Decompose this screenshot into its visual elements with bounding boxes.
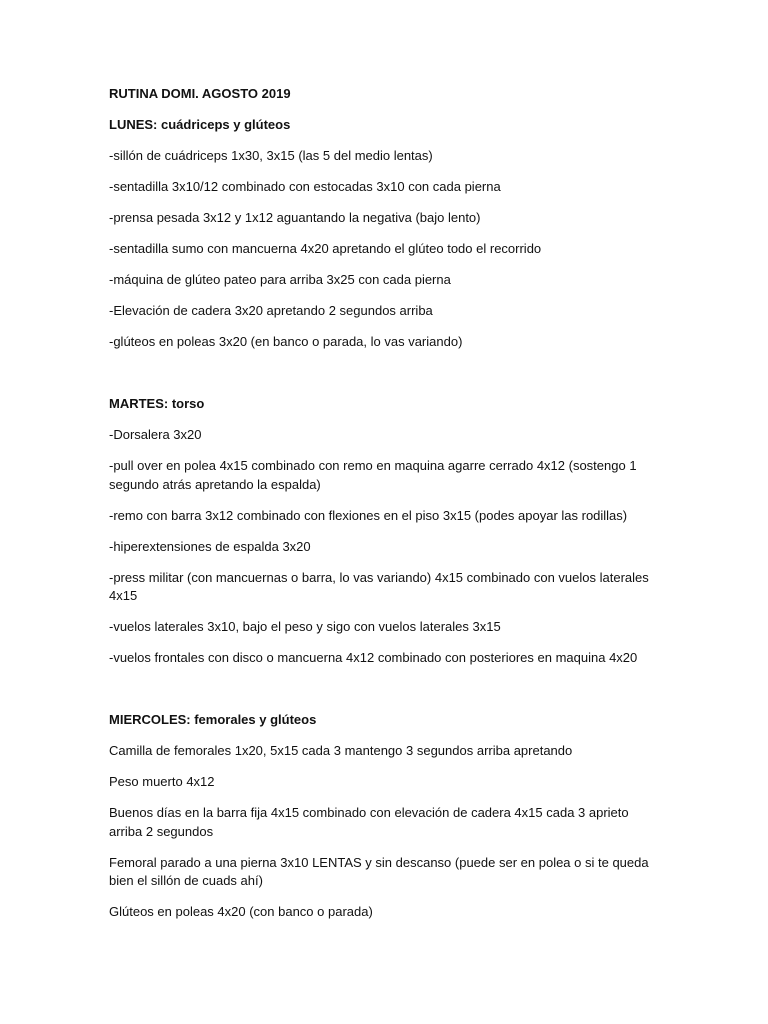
document-title: RUTINA DOMI. AGOSTO 2019 [109,86,291,101]
exercise-item: -pull over en polea 4x15 combinado con remo en maquina agarre cerrado 4x12 (sostengo 1 segundo atrás apretando la espalda) [109,458,637,492]
exercise-item: Femoral parado a una pierna 3x10 LENTAS y sin descanso (puede ser en polea o si te queda bien el sillón de cuads ahí) [109,854,649,888]
exercise-item: Buenos días en la barra fija 4x15 combinado con elevación de cadera 4x15 cada 3 aprieto arriba 2 segundos [109,805,629,839]
document-body [109,85,654,934]
exercise-item: -vuelos frontales con disco o mancuerna 4x12 combinado con posteriores en maquina 4x20 [109,650,638,665]
exercise-item: -press militar (con mancuernas o barra, lo vas variando) 4x15 combinado con vuelos laterales 4x15 [109,569,649,603]
exercise-item: -máquina de glúteo pateo para arriba 3x25 con cada pierna [109,272,451,287]
exercise-item: Camilla de femorales 1x20, 5x15 cada 3 mantengo 3 segundos arriba apretando [109,743,573,758]
section-heading-martes: MARTES: torso [109,396,205,411]
exercise-item: Glúteos en poleas 4x20 (con banco o parada) [109,904,373,919]
exercise-item: -sentadilla sumo con mancuerna 4x20 apretando el glúteo todo el recorrido [109,241,542,256]
exercise-item: -sillón de cuádriceps 1x30, 3x15 (las 5 del medio lentas) [109,148,433,163]
section-spacer [109,364,654,395]
exercise-item: -remo con barra 3x12 combinado con flexiones en el piso 3x15 (podes apoyar las rodillas) [109,507,628,523]
exercise-item: -prensa pesada 3x12 y 1x12 aguantando la negativa (bajo lento) [109,210,481,225]
section-heading-miercoles: MIERCOLES: femorales y glúteos [109,712,317,727]
exercise-item: -Dorsalera 3x20 [109,427,202,442]
exercise-item: -vuelos laterales 3x10, bajo el peso y sigo con vuelos laterales 3x15 [109,619,501,634]
exercise-item: -glúteos en poleas 3x20 (en banco o parada, lo vas variando) [109,334,463,349]
section-heading-lunes: LUNES: cuádriceps y glúteos [109,117,291,132]
exercise-item: -Elevación de cadera 3x20 apretando 2 segundos arriba [109,303,433,318]
section-spacer [109,680,654,711]
exercise-item: -hiperextensiones de espalda 3x20 [109,538,311,554]
exercise-item: -sentadilla 3x10/12 combinado con estocadas 3x10 con cada pierna [109,179,501,194]
exercise-item: Peso muerto 4x12 [109,774,215,789]
